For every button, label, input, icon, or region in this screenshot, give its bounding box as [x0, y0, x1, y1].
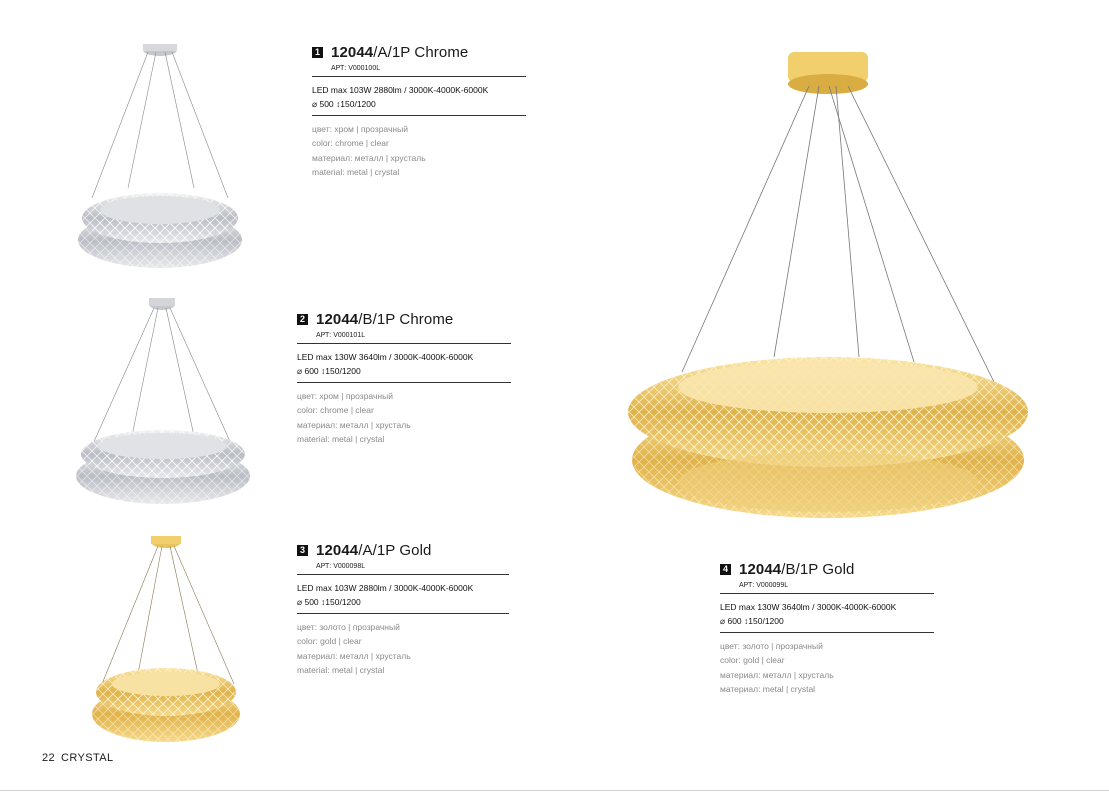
product-properties	[312, 122, 526, 179]
model-code: 12044	[739, 560, 782, 578]
product-4	[720, 559, 934, 696]
divider	[297, 382, 511, 383]
product-number: 3	[297, 545, 308, 556]
property-color-en: color: gold | clear	[720, 655, 785, 666]
product-properties	[720, 639, 934, 696]
model-variant: /B/1P Gold	[781, 560, 855, 578]
page-footer	[42, 752, 114, 764]
property-color-en: color: chrome | clear	[297, 405, 374, 416]
model-variant: /A/1P Gold	[358, 541, 432, 559]
spec-dimensions: ⌀ 600 ↕150/1200	[720, 616, 784, 626]
property-material-en: material: metal | crystal	[297, 664, 385, 675]
property-color-ru: цвет: хром | прозрачный	[312, 124, 408, 134]
property-material-en: материал: metal | crystal	[720, 683, 816, 694]
article-number: АРТ: V000099L	[739, 582, 789, 589]
product-number: 2	[297, 314, 308, 325]
chandelier-image-4	[624, 42, 1030, 522]
divider	[297, 343, 511, 344]
spec-dimensions: ⌀ 600 ↕150/1200	[297, 366, 361, 376]
article-number: АРТ: V000101L	[316, 332, 366, 339]
divider	[720, 632, 934, 633]
product-3	[297, 540, 509, 677]
property-material-ru: материал: металл | хрусталь	[297, 650, 411, 661]
model-code: 12044	[316, 541, 359, 559]
spec-power: LED max 103W 2880lm / 3000K-4000K-6000K	[297, 583, 474, 593]
divider	[297, 574, 509, 575]
divider	[297, 613, 509, 614]
chandelier-image-2	[72, 296, 254, 508]
spec-power: LED max 103W 2880lm / 3000K-4000K-6000K	[312, 85, 489, 95]
spec-dimensions: ⌀ 500 ↕150/1200	[297, 597, 361, 607]
product-title	[316, 311, 453, 328]
product-number: 4	[720, 564, 731, 575]
spec-power: LED max 130W 3640lm / 3000K-4000K-6000K	[297, 352, 474, 362]
product-title	[316, 542, 432, 559]
property-material-ru: материал: металл | хрусталь	[720, 669, 834, 680]
product-properties	[297, 620, 509, 677]
property-color-en: color: gold | clear	[297, 636, 362, 647]
article-number: АРТ: V000100L	[331, 65, 381, 72]
model-variant: /B/1P Chrome	[358, 310, 454, 328]
model-code: 12044	[316, 310, 359, 328]
page-number: 22	[42, 752, 56, 764]
divider	[312, 76, 526, 77]
property-material-ru: материал: металл | хрусталь	[312, 152, 426, 163]
property-material-en: material: metal | crystal	[312, 166, 400, 177]
spec-dimensions: ⌀ 500 ↕150/1200	[312, 99, 376, 109]
property-color-ru: цвет: хром | прозрачный	[297, 391, 393, 401]
article-number: АРТ: V000098L	[316, 563, 366, 570]
property-color-ru: цвет: золото | прозрачный	[297, 622, 400, 632]
spec-power: LED max 130W 3640lm / 3000K-4000K-6000K	[720, 602, 897, 612]
product-number: 1	[312, 47, 323, 58]
chandelier-image-1	[70, 38, 250, 273]
product-2	[297, 309, 511, 446]
property-color-ru: цвет: золото | прозрачный	[720, 641, 823, 651]
property-material-en: material: metal | crystal	[297, 433, 385, 444]
product-1	[312, 42, 526, 179]
divider	[312, 115, 526, 116]
product-title	[739, 561, 855, 578]
model-code: 12044	[331, 43, 374, 61]
product-title	[331, 44, 468, 61]
divider	[720, 593, 934, 594]
section-name: CRYSTAL	[61, 752, 114, 764]
chandelier-image-3	[88, 534, 254, 750]
property-material-ru: материал: металл | хрусталь	[297, 419, 411, 430]
bottom-divider	[0, 790, 1109, 791]
property-color-en: color: chrome | clear	[312, 138, 389, 149]
product-properties	[297, 389, 511, 446]
model-variant: /A/1P Chrome	[373, 43, 469, 61]
